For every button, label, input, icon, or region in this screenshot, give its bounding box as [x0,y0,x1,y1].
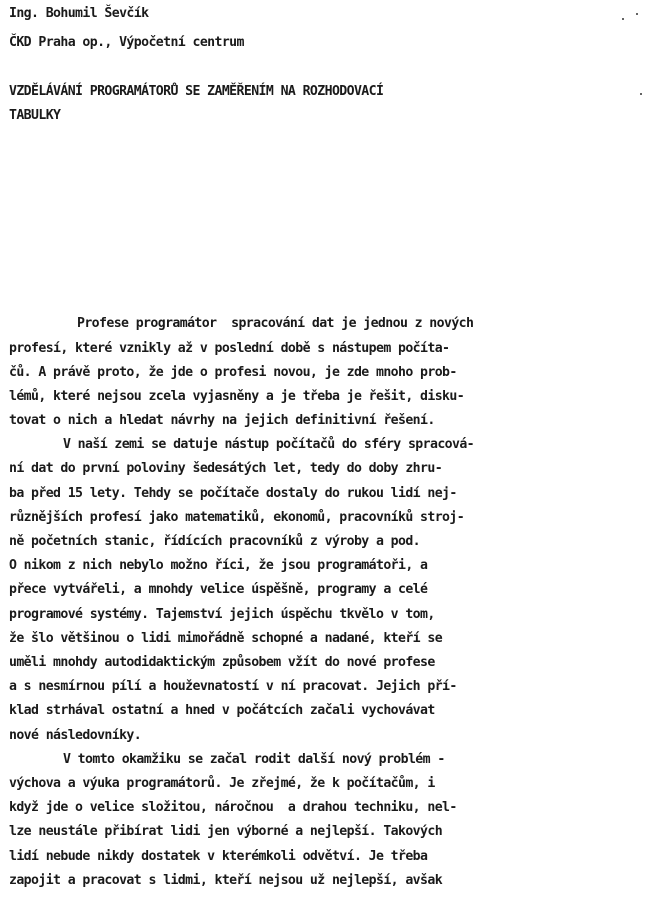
body-line: profesí, které vznikly až v poslední době s nástupem počíta- [9,341,450,356]
body-line: V tomto okamžiku se začal rodit další nový problém - [63,752,445,767]
body-line: Profese programátor spracování dat je jednou z nových [77,316,474,331]
body-line: přece vytvářeli, a mnohdy velice úspěšně, programy a celé [9,582,428,597]
body-line: ní dat do první poloviny šedesátých let, tedy do doby zhru- [9,461,443,476]
body-line: ně početních stanic, řídících pracovníků z výroby a pod. [9,534,421,549]
body-line: tovat o nich a hledat návrhy na jejich definitivní řešení. [9,413,435,428]
document-title-line-1: VZDĚLÁVÁNÍ PROGRAMÁTORŮ SE ZAMĚŘENÍM NA ROZHODOVACÍ [9,84,384,99]
body-line: O nikom z nich nebylo možno říci, že jsou programátoři, a [9,558,428,573]
body-line: ba před 15 lety. Tehdy se počítače dostaly do rukou lidí nej- [9,486,457,501]
body-line: nové následovníky. [9,728,142,743]
author-name: Ing. Bohumil Ševčík [9,6,149,21]
body-line: a s nesmírnou pílí a houževnatostí v ní pracovat. Jejich pří- [9,679,457,694]
body-line: čů. A právě proto, že jde o profesi novou, je zde mnoho prob- [9,365,457,380]
body-line: lidí nebude nikdy dostatek v kterémkoli odvětví. Je třeba [9,849,428,864]
scan-speck [622,18,624,20]
body-line: různějších profesí jako matematiků, ekonomů, pracovníků stroj- [9,510,465,525]
body-line: lze neustále přibírat lidi jen výborné a nejlepší. Takových [9,824,443,839]
body-line: uměli mnohdy autodidaktickým způsobem vžít do nové profese [9,655,435,670]
body-line: že šlo většinou o lidi mimořádně schopné a nadané, kteří se [9,631,443,646]
scan-speck [640,93,642,95]
body-line: když jde o velice složitou, náročnou a drahou techniku, nel- [9,800,457,815]
document-title-line-2: TABULKY [9,108,61,123]
body-line: V naší zemi se datuje nástup počítačů do sféry spracová- [63,437,475,452]
body-line: programové systémy. Tajemství jejich úspěchu tkvělo v tom, [9,607,435,622]
body-line: výchova a výuka programátorů. Je zřejmé, že k počítačům, i [9,776,435,791]
body-line: klad strhával ostatní a hned v počátcích začali vychovávat [9,703,435,718]
author-affiliation: ČKD Praha op., Výpočetní centrum [9,35,244,50]
scan-speck [636,13,638,15]
body-line: lémů, které nejsou zcela vyjasněny a je třeba je řešit, disku- [9,389,465,404]
body-line: zapojit a pracovat s lidmi, kteří nejsou už nejlepší, avšak [9,873,443,888]
